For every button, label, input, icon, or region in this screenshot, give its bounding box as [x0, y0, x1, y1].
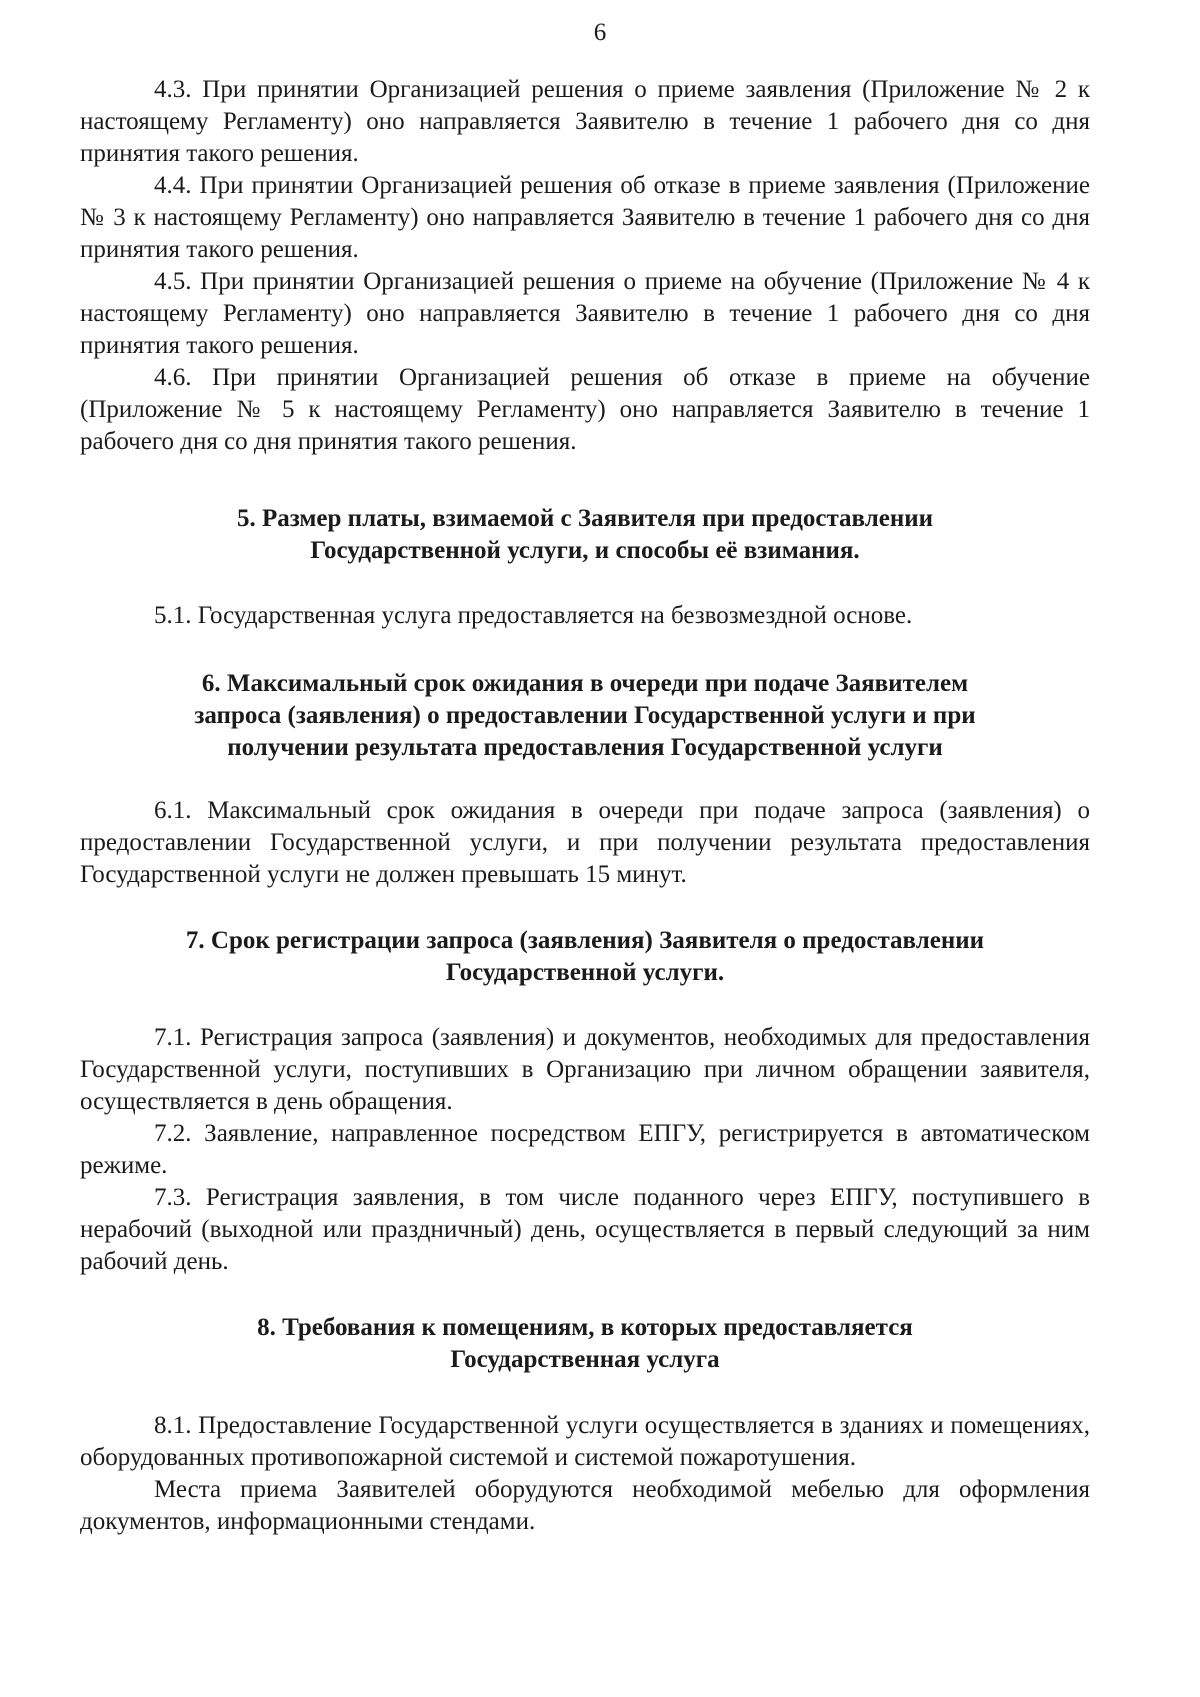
paragraph-6-1: 6.1. Максимальный срок ожидания в очереди при подаче запроса (заявления) о предоставлении Государственной услуги, и при получении результата предоставления Государственной услуги не должен превышать 15 минут.	[80, 797, 1090, 888]
section-7-heading-line-1: 7. Срок регистрации запроса (заявления) Заявителя о предоставлении	[185, 927, 985, 954]
section-6-heading-line-1: 6. Максимальный срок ожидания в очереди при подаче Заявителем	[201, 670, 969, 697]
section-5-heading-line-2: Государственной услуги, и способы её взимания.	[310, 537, 860, 564]
paragraph-7-3: 7.3. Регистрация заявления, в том числе поданного через ЕПГУ, поступившего в нерабочий (выходной или праздничный) день, осуществляется в первый следующий за ним рабочий день.	[80, 1184, 1090, 1275]
paragraph-7-2: 7.2. Заявление, направленное посредством ЕПГУ, регистрируется в автоматическом режиме.	[80, 1120, 1090, 1179]
paragraph-8-2: Места приема Заявителей оборудуются необходимой мебелью для оформления документов, информационными стендами.	[80, 1476, 1090, 1535]
section-6-heading-line-3: получении результата предоставления Государственной услуги	[227, 734, 943, 761]
section-5-heading	[80, 503, 1090, 567]
paragraph-4-4: 4.4. При принятии Организацией решения об отказе в приеме заявления (Приложение № 3 к настоящему Регламенту) оно направляется Заявителю в течение 1 рабочего дня со дня принятия такого решения.	[80, 172, 1090, 263]
section-7-paragraphs	[80, 1022, 1090, 1278]
paragraph-7-1: 7.1. Регистрация запроса (заявления) и документов, необходимых для предоставления Государственной услуги, поступивших в Организацию при личном обращении заявителя, осуществляется в день обращения.	[80, 1024, 1090, 1115]
section-6-heading-line-2: запроса (заявления) о предоставлении Государственной услуги и при	[194, 702, 976, 729]
paragraph-8-1: 8.1. Предоставление Государственной услуги осуществляется в зданиях и помещениях, оборудованных противопожарной системой и системой пожаротушения.	[80, 1412, 1090, 1471]
section-6-heading	[80, 668, 1090, 764]
section-8-paragraphs	[80, 1410, 1090, 1538]
section-8-heading-line-2: Государственная услуга	[450, 1346, 720, 1373]
paragraph-4-6: 4.6. При принятии Организацией решения об отказе в приеме на обучение (Приложение № 5 к настоящему Регламенту) оно направляется Заявителю в течение 1 рабочего дня со дня принятия такого решения.	[80, 364, 1090, 455]
section-8-heading	[80, 1312, 1090, 1376]
section-8-heading-line-1: 8. Требования к помещениям, в которых предоставляется	[257, 1314, 913, 1341]
page-number: 6	[593, 19, 607, 46]
paragraph-5-1: 5.1. Государственная услуга предоставляется на безвозмездной основе.	[154, 602, 913, 629]
paragraph-4-3: 4.3. При принятии Организацией решения о приеме заявления (Приложение № 2 к настоящему Регламенту) оно направляется Заявителю в течение 1 рабочего дня со дня принятия такого решения.	[80, 76, 1090, 167]
paragraph-4-5: 4.5. При принятии Организацией решения о приеме на обучение (Приложение № 4 к настоящему Регламенту) оно направляется Заявителю в течение 1 рабочего дня со дня принятия такого решения.	[80, 268, 1090, 359]
section-7-heading	[80, 925, 1090, 989]
section-7-heading-line-2: Государственной услуги.	[445, 959, 725, 986]
section-4-paragraphs	[80, 74, 1090, 458]
section-5-heading-line-1: 5. Размер платы, взимаемой с Заявителя при предоставлении	[236, 505, 934, 532]
